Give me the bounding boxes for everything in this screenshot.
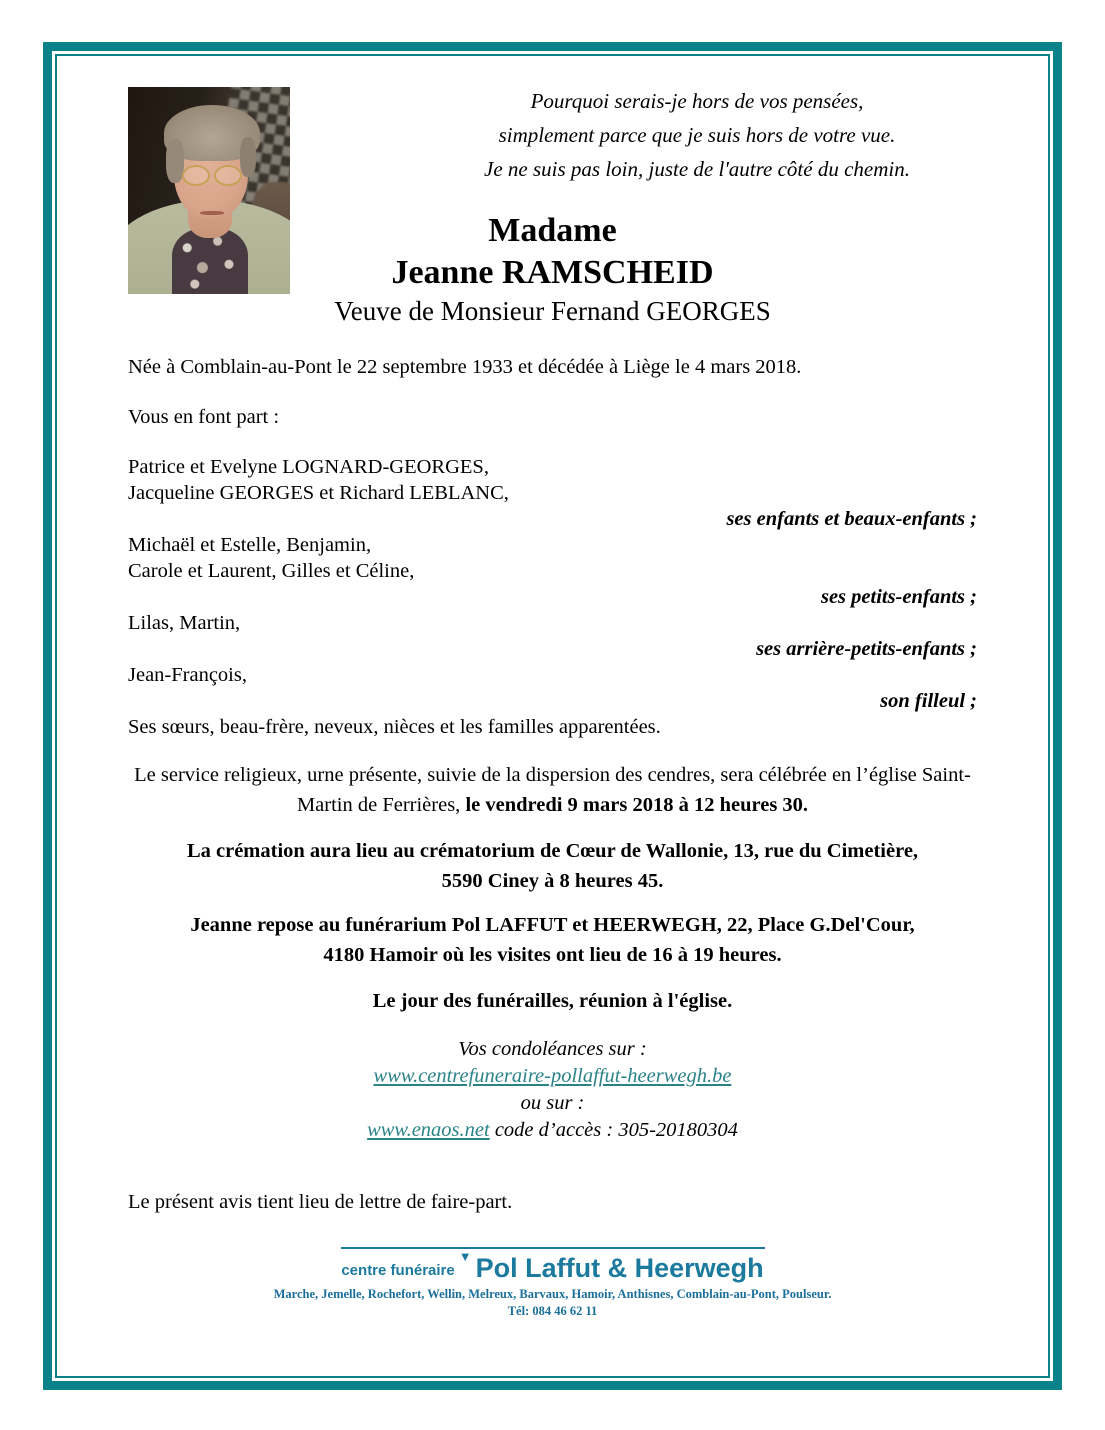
repose-line: Jeanne repose au funérarium Pol LAFFUT et HEERWEGH, 22, Place G.Del'Cour,: [190, 914, 915, 936]
family-name-line: Carole et Laurent, Gilles et Céline,: [128, 560, 415, 582]
condolences-or-line: ou sur :: [520, 1092, 585, 1114]
family-list: [128, 454, 977, 740]
notice-closing-line: Le présent avis tient lieu de lettre de faire-part.: [128, 1191, 513, 1213]
religious-service-paragraph: [128, 760, 977, 820]
family-group-great-grandchildren: [128, 610, 977, 636]
family-closing-line: Ses sœurs, beau-frère, neveux, nièces et les familles apparentées.: [128, 716, 661, 738]
cremation-line: La crémation aura lieu au crématorium de Cœur de Wallonie, 13, rue du Cimetière,: [186, 840, 919, 862]
decorative-outer-border: [43, 42, 1062, 1390]
funeral-day-line: Le jour des funérailles, réunion à l'église.: [372, 990, 733, 1012]
enaos-website-link[interactable]: www.enaos.net: [367, 1119, 490, 1141]
funeral-home-website-link[interactable]: www.centrefuneraire-pollaffut-heerwegh.be: [373, 1065, 732, 1087]
deceased-name: Jeanne RAMSCHEID: [391, 254, 714, 291]
portrait-photo: [128, 87, 290, 294]
memorial-quote: [417, 84, 977, 186]
repose-paragraph: [128, 910, 977, 970]
family-role-label: son filleul ;: [880, 690, 977, 712]
title-honorific: Madame: [488, 212, 617, 249]
card-content: [57, 56, 1048, 1376]
brand-name-label: Pol Laffut & Heerwegh: [475, 1253, 764, 1283]
family-group-children: [128, 454, 977, 506]
photo-hair-right: [240, 137, 256, 177]
service-text: Le service religieux, urne présente, suivie de la dispersion des cendres, sera célébrée en l’église Saint-Martin de Ferrières,: [134, 764, 971, 816]
condolences-block: [128, 1036, 977, 1144]
birth-death-line: Née à Comblain-au-Pont le 22 septembre 1933 et décédée à Liège le 4 mars 2018.: [128, 356, 802, 378]
family-role-label: ses enfants et beaux-enfants ;: [726, 508, 977, 530]
phone-line: Tél: 084 46 62 11: [507, 1304, 598, 1318]
access-code-text: code d’accès : 305-20180304: [489, 1119, 738, 1141]
family-name-line: Lilas, Martin,: [128, 612, 241, 634]
service-datetime: le vendredi 9 mars 2018 à 12 heures 30.: [465, 794, 809, 816]
family-name-line: Jacqueline GEORGES et Richard LEBLANC,: [128, 482, 509, 504]
announcement-intro: Vous en font part :: [128, 406, 280, 428]
family-group-grandchildren: [128, 532, 977, 584]
condolences-enaos-line: [128, 1117, 977, 1144]
repose-line: 4180 Hamoir où les visites ont lieu de 16 à 19 heures.: [323, 944, 782, 966]
brand-prefix-label: centre funéraire: [341, 1262, 455, 1279]
photo-glasses: [182, 165, 242, 183]
family-name-line: Patrice et Evelyne LOGNARD-GEORGES,: [128, 456, 489, 478]
cremation-line: 5590 Ciney à 8 heures 45.: [441, 870, 664, 892]
family-name-line: Jean-François,: [128, 664, 247, 686]
decorative-inner-border: [55, 54, 1050, 1378]
family-role-label: ses petits-enfants ;: [820, 586, 977, 608]
family-name-line: Michaël et Estelle, Benjamin,: [128, 534, 372, 556]
branch-towns-line: Marche, Jemelle, Rochefort, Wellin, Melreux, Barvaux, Hamoir, Anthisnes, Comblain-au-Pont, Poulseur.: [273, 1287, 832, 1301]
footer-divider: [341, 1247, 765, 1249]
condolences-intro: Vos condoléances sur :: [458, 1038, 647, 1060]
quote-line: Pourquoi serais-je hors de vos pensées,: [530, 89, 864, 113]
funeral-home-footer: [128, 1247, 977, 1320]
quote-line: Je ne suis pas loin, juste de l'autre côté du chemin.: [484, 157, 910, 181]
condolences-link-line: [128, 1063, 977, 1090]
funeral-home-logo: [128, 1249, 977, 1284]
photo-mouth: [200, 211, 224, 215]
family-role-label: ses arrière-petits-enfants ;: [756, 638, 977, 660]
triangle-down-icon: ▼: [458, 1249, 472, 1264]
family-group-godson: [128, 662, 977, 688]
cremation-paragraph: [128, 836, 977, 896]
widow-subtitle: Veuve de Monsieur Fernand GEORGES: [334, 296, 771, 326]
quote-line: simplement parce que je suis hors de votre vue.: [498, 123, 896, 147]
